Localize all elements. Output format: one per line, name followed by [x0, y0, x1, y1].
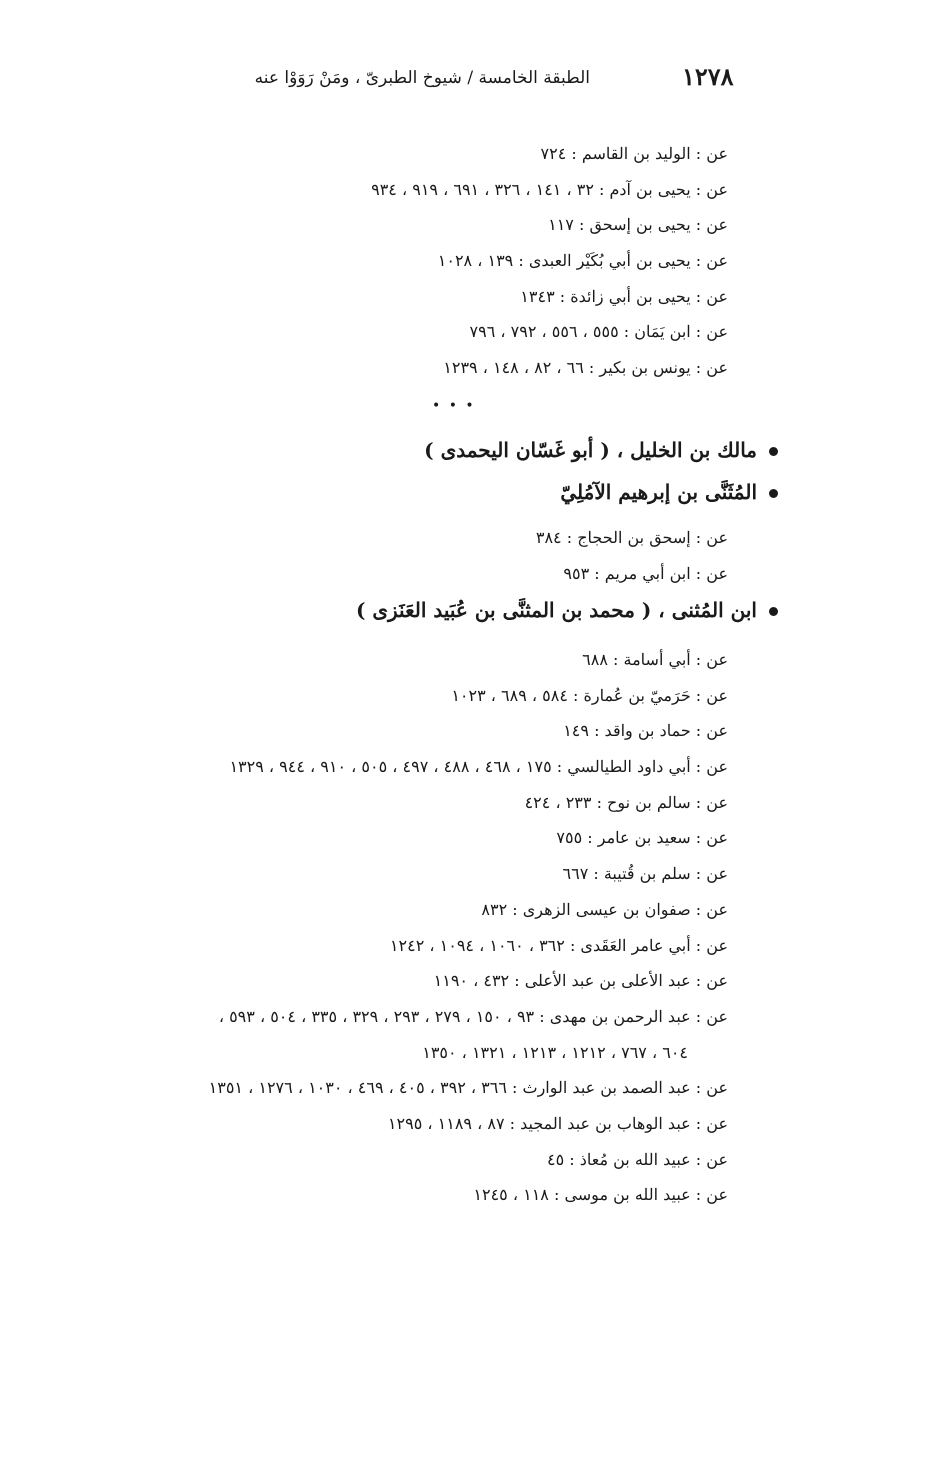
list-item: عن : حماد بن واقد : ١٤٩ [563, 721, 728, 741]
bullet-icon [769, 447, 778, 456]
list-item: عن : يحيى بن أبي زائدة : ١٣٤٣ [520, 286, 728, 306]
list-item: عن : صفوان بن عيسى الزهرى : ٨٣٢ [481, 899, 728, 919]
list-item: عن : عبد الأعلى بن عبد الأعلى : ٤٣٢ ، ١١٩٠ [433, 971, 728, 991]
list-item: عن : ابن أبي مريم : ٩٥٣ [563, 563, 728, 583]
list-item: عن : عبيد الله بن مُعاذ : ٤٥ [546, 1149, 728, 1169]
list-item: عن : عبد الوهاب بن عبد المجيد : ٨٧ ، ١١٨٩ ، ١٢٩٥ [387, 1113, 728, 1133]
entry-heading [356, 598, 778, 622]
list-item: عن : سلم بن قُتيبة : ٦٦٧ [562, 864, 728, 884]
running-title: الطبقة الخامسة / شيوخ الطبرىّ ، ومَنْ رَوَوْا عنه [254, 68, 590, 88]
list-item: عن : يحيى بن آدم : ٣٢ ، ١٤١ ، ٣٢٦ ، ٦٩١ ، ٩١٩ ، ٩٣٤ [371, 179, 728, 199]
list-item: عن : حَرَميّ بن عُمارة : ٥٨٤ ، ٦٨٩ ، ١٠٢٣ [451, 685, 728, 705]
list-item: عن : ابن يَمَان : ٥٥٥ ، ٥٥٦ ، ٧٩٢ ، ٧٩٦ [469, 322, 728, 342]
list-item: عن : عبيد الله بن موسى : ١١٨ ، ١٢٤٥ [473, 1185, 728, 1205]
list-item: عن : سعيد بن عامر : ٧٥٥ [556, 828, 728, 848]
list-item: عن : سالم بن نوح : ٢٣٣ ، ٤٢٤ [524, 792, 728, 812]
narrators-list-2 [536, 520, 728, 591]
page-number: ١٢٧٨ [682, 62, 734, 91]
entry-title: ابن المُثنى ، ( محمد بن المثنَّى بن عُبَيد العَنَزى ) [355, 598, 757, 622]
list-item: عن : يحيى بن أبي بُكَيْر العبدى : ١٣٩ ، ١٠٢٨ [437, 251, 728, 271]
list-item: عن : عبد الرحمن بن مهدى : ٩٣ ، ١٥٠ ، ٢٧٩ ، ٢٩٣ ، ٣٢٩ ، ٣٣٥ ، ٥٠٤ ، ٥٩٣ ، [218, 1006, 728, 1026]
list-item: عن : يونس بن بكير : ٦٦ ، ٨٢ ، ١٤٨ ، ١٢٣٩ [443, 358, 728, 378]
list-item-continuation: ٦٠٤ ، ٧٦٧ ، ١٢١٢ ، ١٢١٣ ، ١٣٢١ ، ١٣٥٠ [422, 1042, 688, 1062]
narrators-list-3 [209, 642, 728, 1213]
entry-title: المُثَنَّى بن إبرهيم الآمُلِيّ [560, 480, 757, 504]
entry-heading [424, 438, 778, 462]
list-item: عن : يحيى بن إسحق : ١١٧ [548, 215, 728, 235]
list-item: عن : أبي أسامة : ٦٨٨ [582, 650, 728, 669]
list-item: عن : عبد الصمد بن عبد الوارث : ٣٦٦ ، ٣٩٢ ، ٤٠٥ ، ٤٦٩ ، ١٠٣٠ ، ١٢٧٦ ، ١٣٥١ [208, 1078, 728, 1098]
list-item: عن : الوليد بن القاسم : ٧٢٤ [540, 144, 728, 163]
entry-heading [560, 480, 778, 504]
section-separator: • • • [432, 398, 476, 414]
bullet-icon [769, 607, 778, 616]
list-item: عن : إسحق بن الحجاج : ٣٨٤ [535, 528, 728, 547]
page-header [0, 62, 948, 102]
bullet-icon [769, 489, 778, 498]
list-item: عن : أبي عامر العَقَدى : ٣٦٢ ، ١٠٦٠ ، ١٠٩٤ ، ١٢٤٢ [389, 935, 728, 955]
entry-title: مالك بن الخليل ، ( أبو غَسّان اليحمدى ) [424, 438, 757, 462]
narrators-list-1 [371, 136, 728, 386]
list-item: عن : أبي داود الطيالسي : ١٧٥ ، ٤٦٨ ، ٤٨٨ ، ٤٩٧ ، ٥٠٥ ، ٩١٠ ، ٩٤٤ ، ١٣٢٩ [229, 757, 728, 777]
